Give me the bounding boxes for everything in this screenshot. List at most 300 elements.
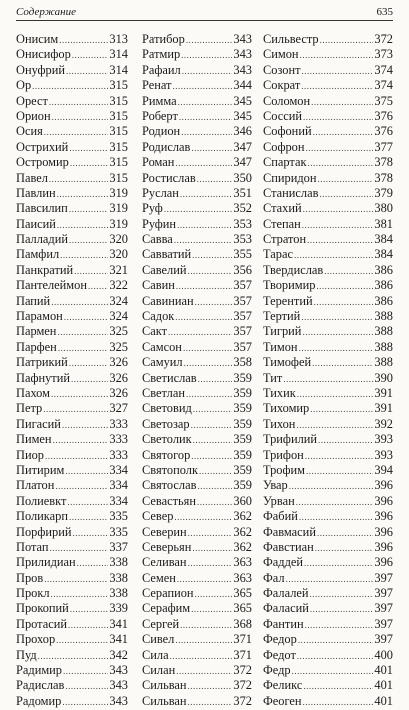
entry-page-number: 372 — [233, 663, 252, 678]
dot-leader — [51, 387, 108, 402]
dot-leader — [296, 495, 374, 510]
dot-leader — [306, 141, 374, 156]
entry-page-number: 322 — [109, 278, 128, 293]
entry-page-number: 326 — [109, 370, 128, 385]
entry-name: Савва — [142, 232, 173, 247]
index-entry — [142, 63, 252, 78]
index-entry — [16, 601, 128, 616]
dot-leader — [65, 679, 108, 694]
entry-name: Северин — [142, 524, 187, 539]
entry-name: Симон — [263, 47, 299, 62]
entry-name: Сила — [142, 647, 169, 662]
entry-page-number: 372 — [233, 693, 252, 708]
index-entry — [142, 124, 252, 139]
entry-page-number: 335 — [109, 524, 128, 539]
index-entry — [142, 678, 252, 693]
index-entry — [263, 694, 393, 709]
entry-page-number: 359 — [233, 370, 252, 385]
dot-leader — [66, 64, 108, 79]
entry-page-number: 386 — [374, 278, 393, 293]
index-entry — [16, 648, 128, 663]
index-entry — [16, 124, 128, 139]
dot-leader — [304, 556, 373, 571]
index-entry — [142, 509, 252, 524]
entry-name: Прокл — [16, 586, 50, 601]
dot-leader — [188, 264, 233, 279]
entry-name: Стратон — [263, 232, 307, 247]
dot-leader — [50, 541, 109, 556]
entry-name: Острихий — [16, 139, 69, 154]
entry-name: Прохор — [16, 632, 56, 647]
entry-page-number: 315 — [109, 108, 128, 123]
entry-page-number: 359 — [233, 447, 252, 462]
dot-leader — [53, 433, 109, 448]
entry-page-number: 368 — [233, 616, 252, 631]
index-entry — [142, 140, 252, 155]
entry-page-number: 345 — [233, 93, 252, 108]
dot-leader — [191, 449, 232, 464]
entry-page-number: 351 — [233, 185, 252, 200]
dot-leader — [51, 587, 109, 602]
entry-page-number: 344 — [233, 78, 252, 93]
entry-name: Павел — [16, 170, 48, 185]
index-entry — [16, 94, 128, 109]
dot-leader — [67, 495, 108, 510]
index-entry — [142, 525, 252, 540]
entry-name: Трофим — [263, 462, 305, 477]
dot-leader — [314, 295, 374, 310]
dot-leader — [310, 402, 373, 417]
entry-name: Патрикий — [16, 355, 68, 370]
entry-name: Фавстиан — [263, 539, 314, 554]
entry-name: Тимон — [263, 339, 298, 354]
entry-page-number: 343 — [233, 32, 252, 46]
entry-name: Савватий — [142, 247, 192, 262]
index-entry — [16, 78, 128, 93]
entry-page-number: 365 — [233, 601, 252, 616]
entry-page-number: 334 — [109, 462, 128, 477]
dot-leader — [175, 156, 232, 171]
index-entry — [16, 171, 128, 186]
entry-page-number: 371 — [233, 632, 252, 647]
index-entry — [16, 371, 128, 386]
dot-leader — [62, 695, 108, 710]
entry-page-number: 396 — [374, 478, 393, 493]
entry-page-number: 359 — [233, 462, 252, 477]
entry-page-number: 327 — [109, 401, 128, 416]
entry-page-number: 401 — [374, 678, 393, 693]
entry-name: Роберт — [142, 108, 178, 123]
dot-leader — [44, 125, 109, 140]
dot-leader — [188, 526, 233, 541]
entry-page-number: 390 — [374, 370, 393, 385]
entry-page-number: 380 — [374, 201, 393, 216]
entry-page-number: 319 — [109, 216, 128, 231]
entry-page-number: 359 — [233, 478, 252, 493]
entry-name: Остромир — [16, 155, 69, 170]
index-entry — [16, 494, 128, 509]
entry-name: Тит — [263, 370, 283, 385]
entry-name: Тихик — [263, 385, 296, 400]
dot-leader — [177, 218, 232, 233]
entry-name: Фаддей — [263, 555, 304, 570]
entry-name: Радомир — [16, 693, 62, 708]
entry-name: Парамон — [16, 309, 63, 324]
dot-leader — [65, 464, 108, 479]
index-entry — [142, 324, 252, 339]
entry-page-number: 313 — [109, 32, 128, 46]
dot-leader — [174, 510, 232, 525]
dot-leader — [88, 279, 108, 294]
entry-page-number: 319 — [109, 201, 128, 216]
entry-name: Ратмир — [142, 47, 181, 62]
index-entry — [263, 324, 393, 339]
entry-page-number: 342 — [109, 647, 128, 662]
entry-name: Рафаил — [142, 62, 181, 77]
index-entry — [16, 263, 128, 278]
entry-name: Трифилий — [263, 432, 318, 447]
dot-leader — [298, 633, 374, 648]
entry-page-number: 341 — [109, 632, 128, 647]
index-entry — [16, 186, 128, 201]
index-entry — [263, 124, 393, 139]
entry-name: Онисим — [16, 32, 59, 46]
index-entry — [16, 155, 128, 170]
entry-name: Светозар — [142, 416, 190, 431]
entry-page-number: 358 — [233, 355, 252, 370]
index-entry — [263, 263, 393, 278]
dot-leader — [57, 325, 108, 340]
dot-leader — [62, 418, 108, 433]
entry-page-number: 381 — [374, 216, 393, 231]
entry-name: Твердислав — [263, 262, 324, 277]
dot-leader — [77, 556, 109, 571]
entry-page-number: 333 — [109, 416, 128, 431]
dot-leader — [300, 48, 374, 63]
entry-name: Тарас — [263, 247, 293, 262]
entry-page-number: 314 — [109, 47, 128, 62]
entry-name: Спиридон — [263, 170, 317, 185]
dot-leader — [72, 48, 109, 63]
dot-leader — [317, 526, 373, 541]
entry-name: Спартак — [263, 155, 307, 170]
index-entry — [263, 617, 393, 632]
entry-page-number: 337 — [109, 539, 128, 554]
entry-name: Сергей — [142, 616, 180, 631]
dot-leader — [60, 248, 108, 263]
entry-name: Садок — [142, 309, 175, 324]
entry-name: Пуд — [16, 647, 37, 662]
entry-page-number: 397 — [374, 616, 393, 631]
dot-leader — [56, 633, 108, 648]
index-entry — [16, 63, 128, 78]
dot-leader — [311, 95, 373, 110]
dot-leader — [177, 572, 233, 587]
entry-page-number: 394 — [374, 462, 393, 477]
entry-name: Фавмасий — [263, 524, 316, 539]
entry-name: Радислав — [16, 678, 65, 693]
entry-page-number: 347 — [233, 139, 252, 154]
entry-page-number: 324 — [109, 309, 128, 324]
dot-leader — [302, 64, 374, 79]
dot-leader — [306, 464, 373, 479]
dot-leader — [198, 372, 233, 387]
entry-name: Павлин — [16, 185, 56, 200]
dot-leader — [307, 233, 373, 248]
index-entry — [16, 448, 128, 463]
index-entry — [263, 94, 393, 109]
entry-name: Савин — [142, 278, 175, 293]
dot-leader — [175, 310, 232, 325]
entry-page-number: 356 — [233, 262, 252, 277]
dot-leader — [70, 602, 109, 617]
entry-page-number: 374 — [374, 78, 393, 93]
entry-page-number: 315 — [109, 93, 128, 108]
dot-leader — [192, 248, 232, 263]
dot-leader — [69, 202, 109, 217]
entry-page-number: 346 — [233, 124, 252, 139]
entry-page-number: 401 — [374, 663, 393, 678]
entry-name: Урван — [263, 493, 295, 508]
dot-leader — [52, 110, 109, 125]
entry-page-number: 397 — [374, 570, 393, 585]
entry-name: Пахом — [16, 385, 50, 400]
entry-page-number: 397 — [374, 601, 393, 616]
index-entry — [142, 232, 252, 247]
index-entry — [263, 632, 393, 647]
entry-name: Савелий — [142, 262, 187, 277]
dot-leader — [305, 449, 374, 464]
entry-page-number: 397 — [374, 632, 393, 647]
index-entry — [142, 448, 252, 463]
index-entry — [142, 586, 252, 601]
entry-page-number: 372 — [374, 32, 393, 46]
entry-name: Роман — [142, 155, 175, 170]
entry-name: Самсон — [142, 339, 182, 354]
entry-page-number: 393 — [374, 432, 393, 447]
dot-leader — [310, 602, 374, 617]
dot-leader — [303, 695, 374, 710]
index-entry — [263, 586, 393, 601]
index-entry — [263, 78, 393, 93]
index-entry — [263, 278, 393, 293]
dot-leader — [63, 664, 108, 679]
entry-name: Осия — [16, 124, 43, 139]
dot-leader — [57, 187, 109, 202]
index-entry — [263, 478, 393, 493]
entry-name: Станислав — [263, 185, 319, 200]
dot-leader — [181, 125, 232, 140]
dot-leader — [294, 248, 373, 263]
entry-name: Светислав — [142, 370, 197, 385]
entry-page-number: 350 — [233, 170, 252, 185]
entry-page-number: 315 — [109, 139, 128, 154]
entry-page-number: 325 — [109, 339, 128, 354]
entry-name: Силан — [142, 663, 176, 678]
index-entry — [142, 617, 252, 632]
header-rule — [16, 20, 393, 21]
index-entry — [16, 478, 128, 493]
entry-name: Пигасий — [16, 416, 61, 431]
index-entry — [16, 509, 128, 524]
dot-leader — [302, 218, 374, 233]
dot-leader — [319, 187, 373, 202]
index-entry — [263, 232, 393, 247]
entry-name: Световид — [142, 401, 192, 416]
dot-leader — [193, 402, 233, 417]
entry-page-number: 314 — [109, 62, 128, 77]
index-entry — [142, 463, 252, 478]
index-entry — [142, 694, 252, 709]
index-entry — [142, 494, 252, 509]
index-entry — [142, 571, 252, 586]
dot-leader — [310, 587, 374, 602]
entry-name: Феоген — [263, 693, 302, 708]
entry-page-number: 391 — [374, 385, 393, 400]
dot-leader — [180, 187, 233, 202]
entry-page-number: 386 — [374, 262, 393, 277]
entry-name: Фалалей — [263, 586, 309, 601]
entry-page-number: 315 — [109, 124, 128, 139]
entry-name: Фаласий — [263, 601, 309, 616]
dot-leader — [197, 479, 232, 494]
entry-name: Пантелеймон — [16, 278, 87, 293]
entry-name: Самуил — [142, 355, 183, 370]
entry-name: Папий — [16, 293, 51, 308]
index-column-1 — [16, 32, 128, 709]
entry-name: Орион — [16, 108, 51, 123]
index-entry — [263, 401, 393, 416]
index-entry — [263, 540, 393, 555]
entry-name: Родислав — [142, 139, 191, 154]
entry-page-number: 359 — [233, 385, 252, 400]
entry-page-number: 343 — [109, 678, 128, 693]
entry-page-number: 333 — [109, 447, 128, 462]
entry-page-number: 392 — [374, 416, 393, 431]
index-entry — [142, 417, 252, 432]
entry-name: Северьян — [142, 539, 192, 554]
dot-leader — [58, 341, 109, 356]
index-entry — [142, 555, 252, 570]
index-entry — [16, 217, 128, 232]
index-entry — [16, 678, 128, 693]
entry-name: Святогор — [142, 447, 191, 462]
dot-leader — [175, 633, 232, 648]
index-entry — [142, 263, 252, 278]
entry-page-number: 343 — [233, 47, 252, 62]
entry-name: Потап — [16, 539, 49, 554]
entry-name: Платон — [16, 478, 55, 493]
entry-name: Святослав — [142, 478, 197, 493]
entry-page-number: 362 — [233, 524, 252, 539]
index-entry — [263, 663, 393, 678]
dot-leader — [301, 310, 373, 325]
entry-name: Орест — [16, 93, 48, 108]
dot-leader — [188, 695, 233, 710]
index-entry — [142, 478, 252, 493]
entry-name: Парфен — [16, 339, 57, 354]
index-entry — [263, 571, 393, 586]
entry-name: Сократ — [263, 78, 301, 93]
entry-page-number: 341 — [109, 616, 128, 631]
entry-page-number: 362 — [233, 509, 252, 524]
index-entry — [263, 509, 393, 524]
entry-page-number: 334 — [109, 478, 128, 493]
entry-name: Фал — [263, 570, 285, 585]
entry-page-number: 378 — [374, 155, 393, 170]
index-entry — [16, 540, 128, 555]
index-entry — [142, 171, 252, 186]
dot-leader — [324, 264, 373, 279]
index-entry — [263, 678, 393, 693]
entry-page-number: 401 — [374, 693, 393, 708]
dot-leader — [72, 526, 108, 541]
index-entry — [263, 601, 393, 616]
entry-name: Поликарп — [16, 509, 68, 524]
entry-page-number: 396 — [374, 555, 393, 570]
dot-leader — [69, 510, 108, 525]
entry-name: Пафнутий — [16, 370, 70, 385]
entry-name: Полиевкт — [16, 493, 67, 508]
dot-leader — [51, 295, 108, 310]
entry-page-number: 339 — [109, 601, 128, 616]
entry-name: Савиниан — [142, 293, 194, 308]
index-entry — [16, 247, 128, 262]
dot-leader — [317, 172, 373, 187]
entry-name: Федот — [263, 647, 296, 662]
index-entry — [142, 32, 252, 47]
running-title: Содержание — [16, 6, 77, 18]
dot-leader — [299, 341, 374, 356]
index-entry — [142, 109, 252, 124]
dot-leader — [174, 233, 233, 248]
dot-leader — [191, 418, 233, 433]
dot-leader — [188, 679, 233, 694]
entry-name: Сильван — [142, 678, 187, 693]
index-entry — [142, 309, 252, 324]
entry-page-number: 353 — [233, 216, 252, 231]
entry-name: Радимир — [16, 663, 62, 678]
dot-leader — [176, 279, 233, 294]
entry-page-number: 388 — [374, 324, 393, 339]
index-entry — [263, 63, 393, 78]
index-entry — [16, 232, 128, 247]
entry-page-number: 359 — [233, 401, 252, 416]
entry-name: Палладий — [16, 232, 68, 247]
entry-name: Паисий — [16, 216, 56, 231]
dot-leader — [179, 110, 233, 125]
entry-name: Север — [142, 509, 174, 524]
dot-leader — [308, 156, 374, 171]
index-entry — [16, 401, 128, 416]
entry-page-number: 379 — [374, 185, 393, 200]
index-entry — [16, 309, 128, 324]
index-entry — [263, 171, 393, 186]
index-entry — [16, 32, 128, 47]
dot-leader — [45, 449, 108, 464]
index-entry — [142, 294, 252, 309]
index-entry — [16, 47, 128, 62]
dot-leader — [302, 325, 373, 340]
dot-leader — [186, 33, 233, 48]
entry-page-number: 334 — [109, 493, 128, 508]
entry-page-number: 384 — [374, 247, 393, 262]
page-number: 635 — [376, 6, 393, 18]
index-entry — [142, 540, 252, 555]
index-entry — [142, 47, 252, 62]
index-entry — [263, 247, 393, 262]
index-entry — [16, 632, 128, 647]
